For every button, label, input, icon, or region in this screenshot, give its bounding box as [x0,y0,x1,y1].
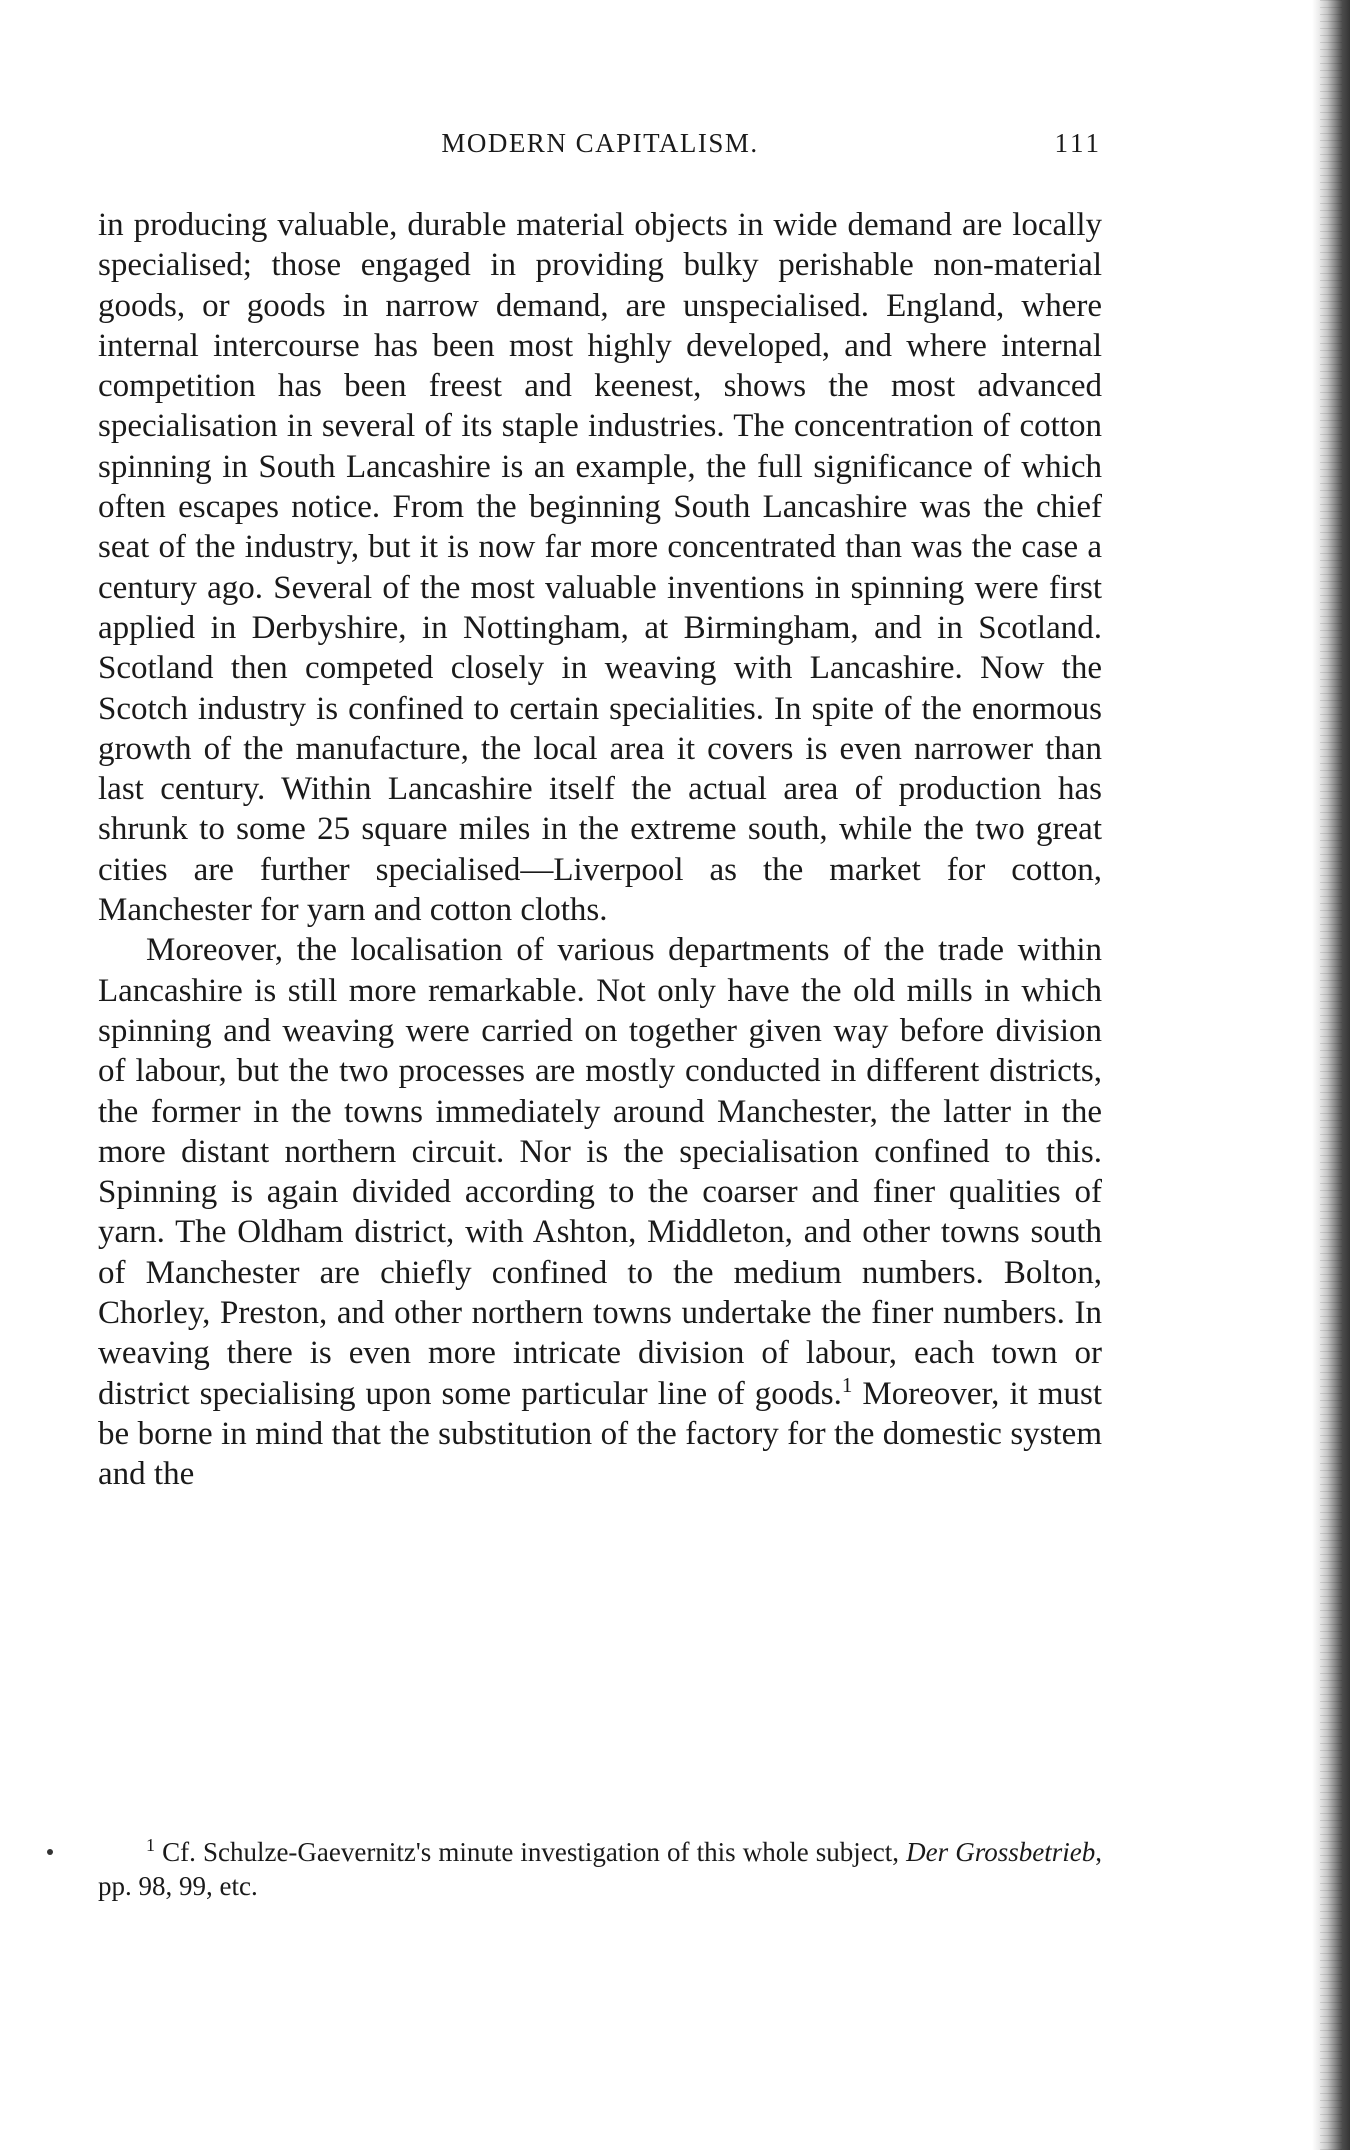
footnote-mark: 1 [146,1835,155,1855]
footnote-text: Cf. Schulze-Gaevernitz's minute investigation of this whole subject, [155,1837,907,1867]
paragraph-text: Moreover, the localisation of various departments of the trade within Lancashire is still more remarkable. Not only have the old mills in which spinning and weaving were carried on together given way before division of labour, but the two processes are mostly conducted in different districts, the former in the towns immediately around Manchester, the latter in the more distant northern circuit. Nor is the specialisation confined to this. Spinning is again divided according to the coarser and finer qualities of yarn. The Oldham district, with Ashton, Middleton, and other towns south of Manchester are chiefly confined to the medium numbers. Bolton, Chorley, Preston, and other northern towns undertake the finer numbers. In weaving there is even more intricate division of labour, each town or district specialising upon some particular line of goods. [98,932,1102,1412]
running-title: MODERN CAPITALISM. [441,128,759,158]
paragraph-text-continued: Moreover, it must be borne in mind that the substitution of the factory for the domestic system and the [98,1375,1103,1493]
footnote-reference: 1 [841,1372,853,1397]
paragraph-text: in producing valuable, durable material objects in wide demand are locally specialised; those engaged in providing bulky perishable non-material goods, or goods in narrow demand, are unspecialised. England, where internal intercourse has been most highly developed, and where internal competition has been freest and keenest, shows the most advanced specialisation in several of its staple industries. The concentration of cotton spinning in South Lancashire is an example, the full significance of which often escapes notice. From the beginning South Lancashire was the chief seat of the industry, but it is now far more concentrated than was the case a century ago. Several of the most valuable inventions in spinning were first applied in Derbyshire, in Nottingham, at Birmingham, and in Scotland. Scotland then competed closely in weaving with Lancashire. Now the Scotch industry is confined to certain specialities. In spite of the enormous growth of the manufacture, the local area it covers is even narrower than last century. Within Lancashire itself the actual area of production has shrunk to some 25 square miles in the extreme south, while the two great cities are further specialised—Liverpool as the market for cotton, Manchester for yarn and cotton cloths. [98,207,1102,929]
margin-mark [47,1849,53,1855]
body-text [98,205,1102,1495]
binding-edge-texture [1320,0,1342,2150]
footnote [98,1835,1102,1903]
footnotes [98,1835,1102,1903]
page-number: 111 [1054,128,1102,158]
footnote-text-end: , pp. 98, 99, etc. [98,1837,1102,1901]
running-head [98,128,1102,168]
footnote-cited-title: Der Grossbetrieb [906,1837,1096,1867]
paragraph [98,930,1102,1494]
paragraph [98,205,1102,930]
